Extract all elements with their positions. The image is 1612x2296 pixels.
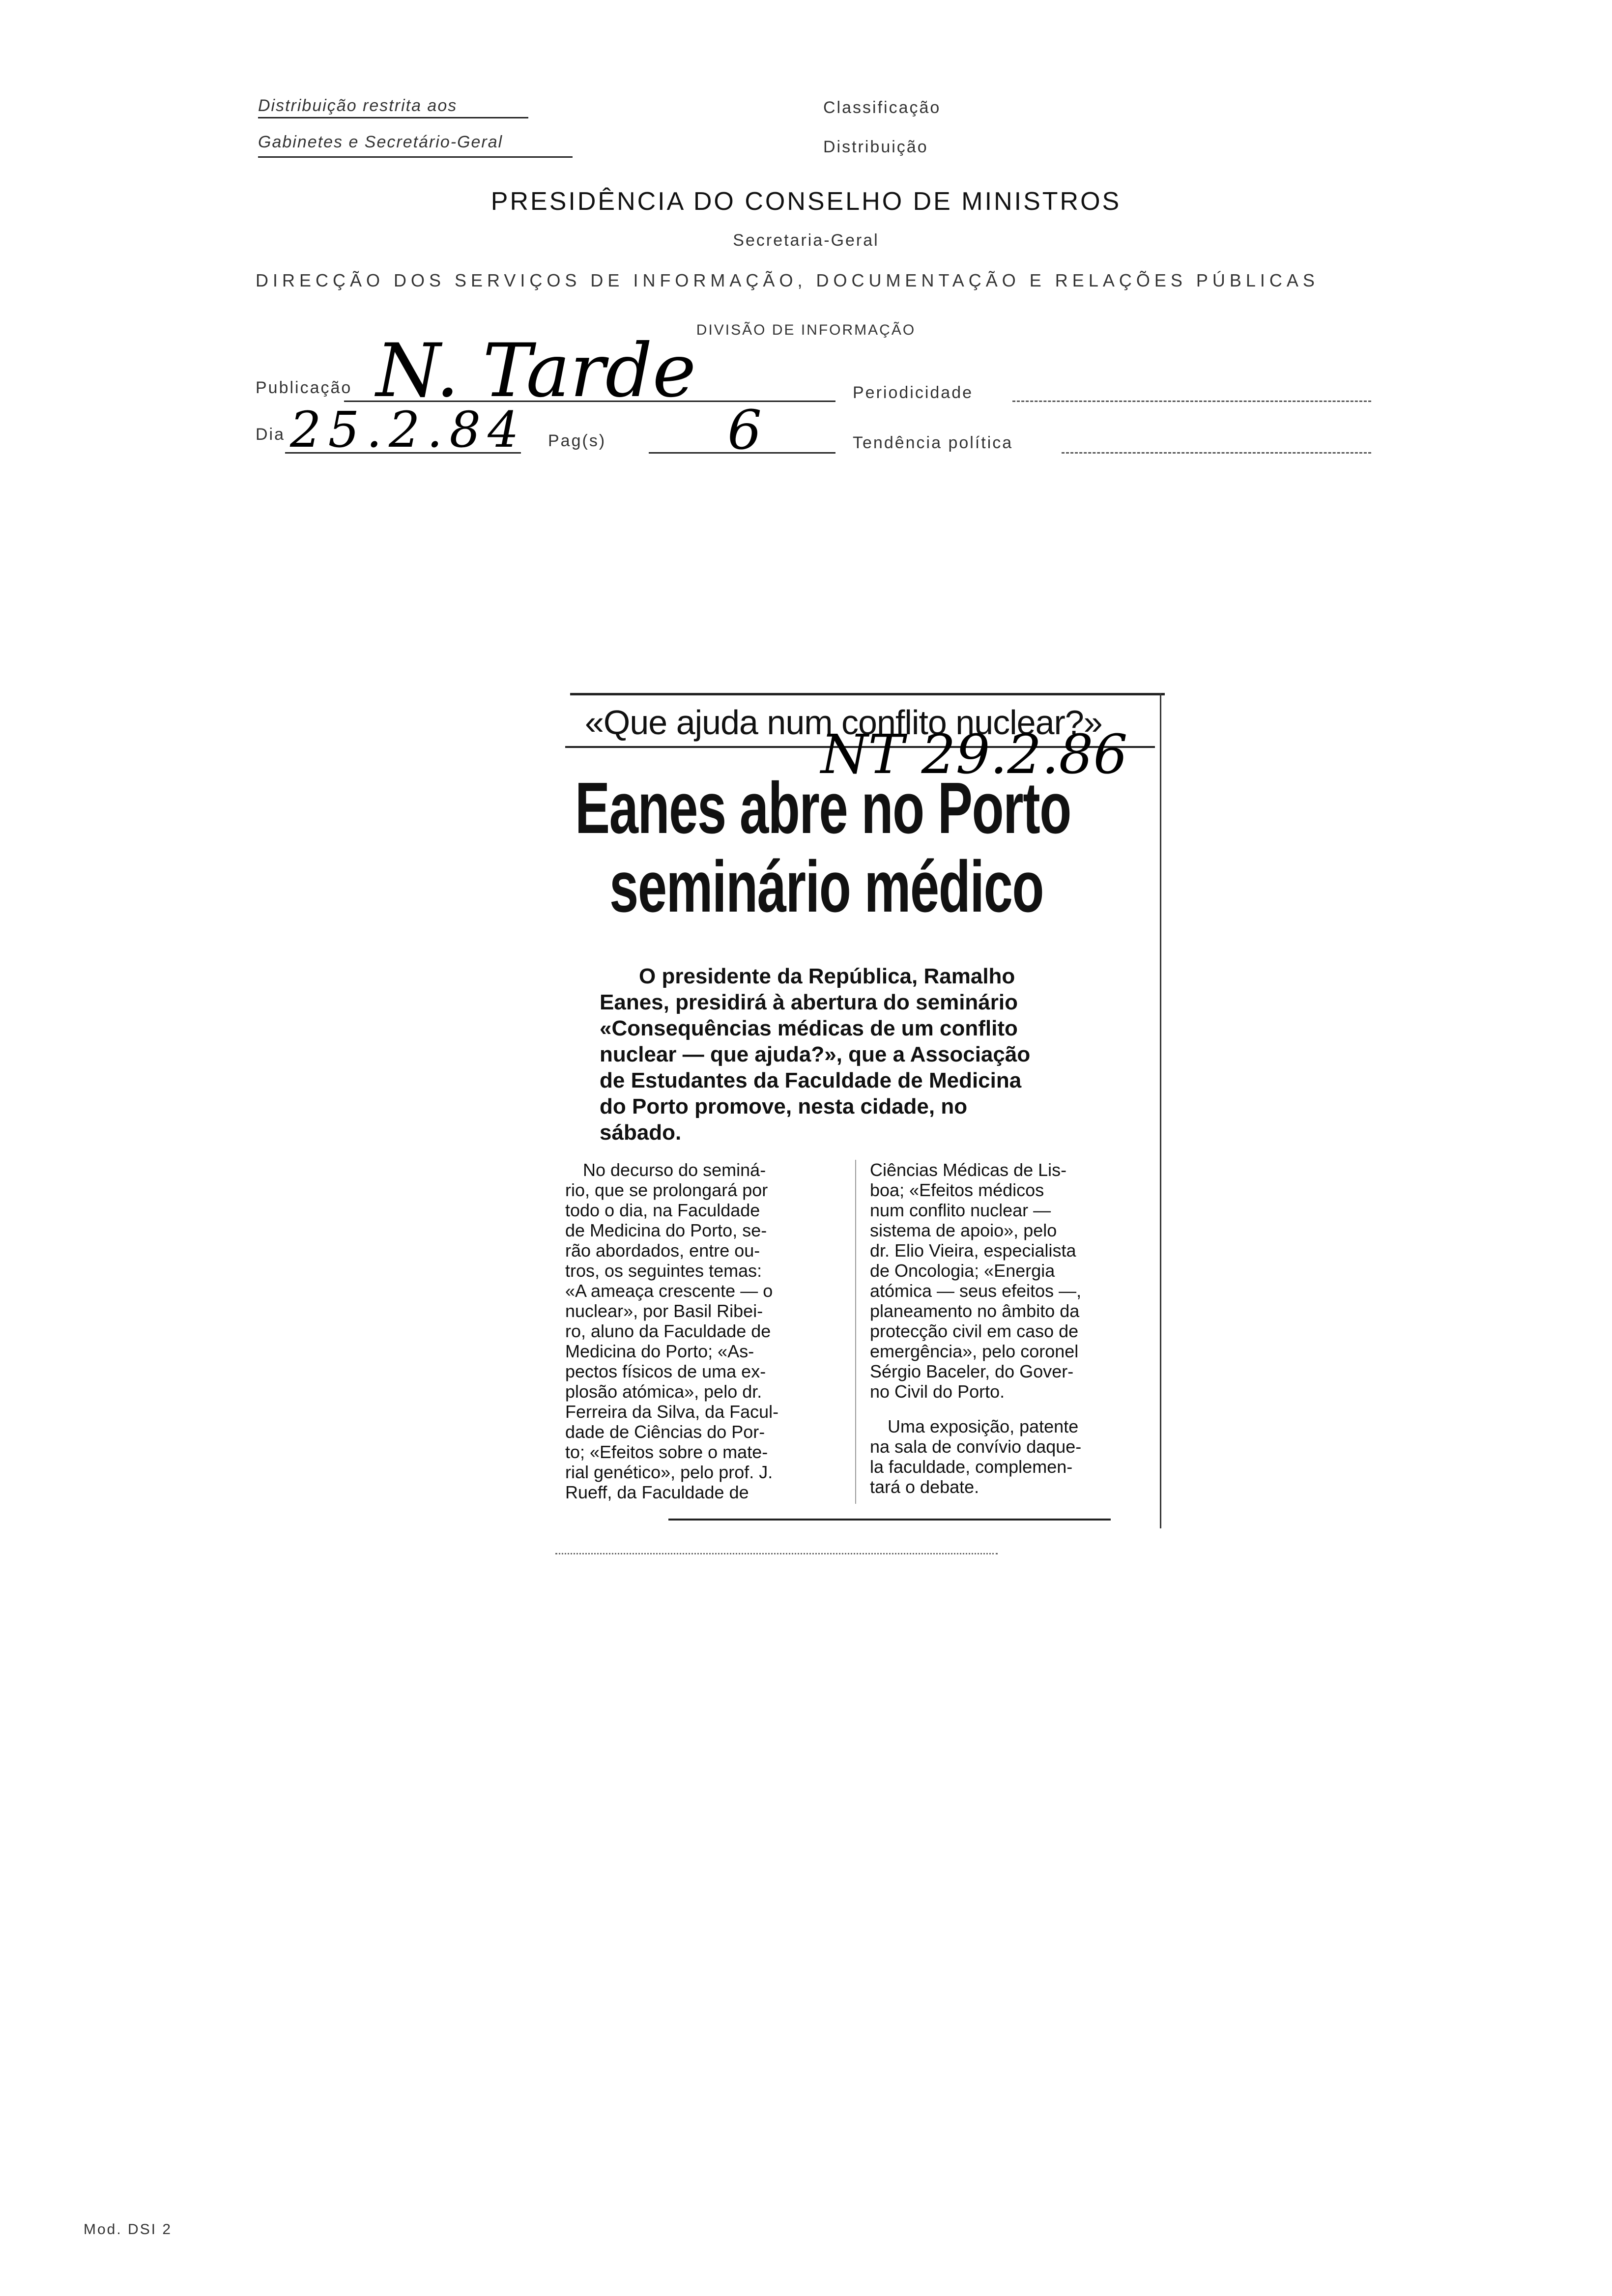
article-column-1 — [565, 1160, 840, 1502]
column-line: pectos físicos de uma ex- — [565, 1361, 766, 1381]
article-column-2 — [870, 1160, 1145, 1497]
secretariat-label: Secretaria-Geral — [733, 231, 879, 250]
clipping-top-border — [570, 693, 1165, 695]
column-line: No decurso do seminá- — [583, 1160, 766, 1180]
classification-label: Classificação — [823, 98, 941, 117]
handwritten-clipping-note: NT 29.2.86 — [821, 723, 1128, 786]
column-line: na sala de convívio daque- — [870, 1436, 1082, 1457]
column-line: rão abordados, entre ou- — [565, 1240, 760, 1261]
date-label: Dia — [256, 425, 286, 444]
publication-label: Publicação — [256, 378, 352, 397]
column-line: protecção civil em caso de — [870, 1321, 1079, 1341]
column-line: todo o dia, na Faculdade — [565, 1200, 760, 1220]
column-line: planeamento no âmbito da — [870, 1301, 1080, 1321]
pages-label: Pag(s) — [548, 431, 606, 450]
column-line: to; «Efeitos sobre o mate- — [565, 1442, 768, 1462]
column-line: Ferreira da Silva, da Facul- — [565, 1402, 779, 1422]
headline-line-2: seminário médico — [609, 846, 1044, 927]
date-line — [285, 452, 521, 454]
column-line: de Oncologia; «Energia — [870, 1261, 1055, 1281]
lead-line: de Estudantes da Faculdade de Medicina — [600, 1068, 1022, 1092]
restricted-underline-2 — [258, 156, 573, 158]
pages-line — [649, 452, 835, 454]
column-line: Sérgio Baceler, do Gover- — [870, 1361, 1074, 1381]
column-line: dade de Ciências do Por- — [565, 1422, 765, 1442]
column-line: emergência», pelo coronel — [870, 1341, 1079, 1361]
restricted-distribution-line2: Gabinetes e Secretário-Geral — [258, 133, 503, 151]
column-line: Uma exposição, patente — [888, 1416, 1079, 1436]
distribution-label: Distribuição — [823, 138, 928, 156]
division-label: DIVISÃO DE INFORMAÇÃO — [696, 322, 916, 338]
lead-line: O presidente da República, Ramalho — [639, 964, 1015, 988]
column-line: de Medicina do Porto, se- — [565, 1220, 767, 1240]
lead-paragraph — [600, 963, 1175, 1146]
column-line: Ciências Médicas de Lis- — [870, 1160, 1067, 1180]
column-line: dr. Elio Vieira, especialista — [870, 1240, 1076, 1261]
column-line: tros, os seguintes temas: — [565, 1261, 762, 1281]
clipping-bottom-edge — [555, 1553, 998, 1554]
column-line: tará o debate. — [870, 1477, 979, 1497]
column-line: ro, aluno da Faculdade de — [565, 1321, 771, 1341]
column-line: Rueff, da Faculdade de — [565, 1482, 749, 1502]
column-line: la faculdade, complemen- — [870, 1457, 1073, 1477]
column-line: boa; «Efeitos médicos — [870, 1180, 1044, 1200]
headline-line-1: Eanes abre no Porto — [575, 768, 1071, 849]
tendency-label: Tendência política — [853, 433, 1013, 452]
column-line: Medicina do Porto; «As- — [565, 1341, 754, 1361]
form-model-code: Mod. DSI 2 — [84, 2221, 173, 2238]
column-line: no Civil do Porto. — [870, 1381, 1005, 1402]
lead-line: do Porto promove, nesta cidade, no — [600, 1094, 968, 1119]
periodicity-label: Periodicidade — [853, 383, 974, 402]
lead-line: nuclear — que ajuda?», que a Associação — [600, 1042, 1031, 1066]
lead-line: Eanes, presidirá à abertura do seminário — [600, 990, 1018, 1014]
clipping-kicker: «Que ajuda num conflito nuclear?» — [585, 703, 1102, 742]
column-line: num conflito nuclear — — [870, 1200, 1051, 1220]
direction-label: DIRECÇÃO DOS SERVIÇOS DE INFORMAÇÃO, DOCUMENTAÇÃO E RELAÇÕES PÚBLICAS — [256, 270, 1319, 290]
publication-handwritten-value: N. Tarde — [376, 328, 696, 414]
column-line: rial genético», pelo prof. J. — [565, 1462, 773, 1482]
lead-line: «Consequências médicas de um conflito — [600, 1016, 1018, 1040]
pages-handwritten-value: 6 — [727, 399, 762, 461]
tendency-line — [1062, 452, 1371, 454]
column-line: sistema de apoio», pelo — [870, 1220, 1057, 1240]
column-divider — [855, 1160, 856, 1504]
clipping-right-edge — [1160, 693, 1161, 1528]
column-line: atómica — seus efeitos —, — [870, 1281, 1082, 1301]
newspaper-clipping — [546, 688, 1175, 1597]
column-line: plosão atómica», pelo dr. — [565, 1381, 762, 1402]
page-title: PRESIDÊNCIA DO CONSELHO DE MINISTROS — [490, 187, 1122, 216]
column-line — [870, 1402, 1145, 1416]
restricted-underline-1 — [258, 117, 528, 118]
column-line: nuclear», por Basil Ribei- — [565, 1301, 763, 1321]
clipping-bottom-rule — [668, 1519, 1111, 1521]
date-handwritten-value: 25.2.84 — [290, 401, 526, 459]
column-line: rio, que se prolongará por — [565, 1180, 768, 1200]
periodicity-line — [1012, 401, 1371, 402]
column-line: «A ameaça crescente — o — [565, 1281, 773, 1301]
lead-line: sábado. — [600, 1120, 682, 1145]
restricted-distribution-line1: Distribuição restrita aos — [258, 96, 458, 115]
